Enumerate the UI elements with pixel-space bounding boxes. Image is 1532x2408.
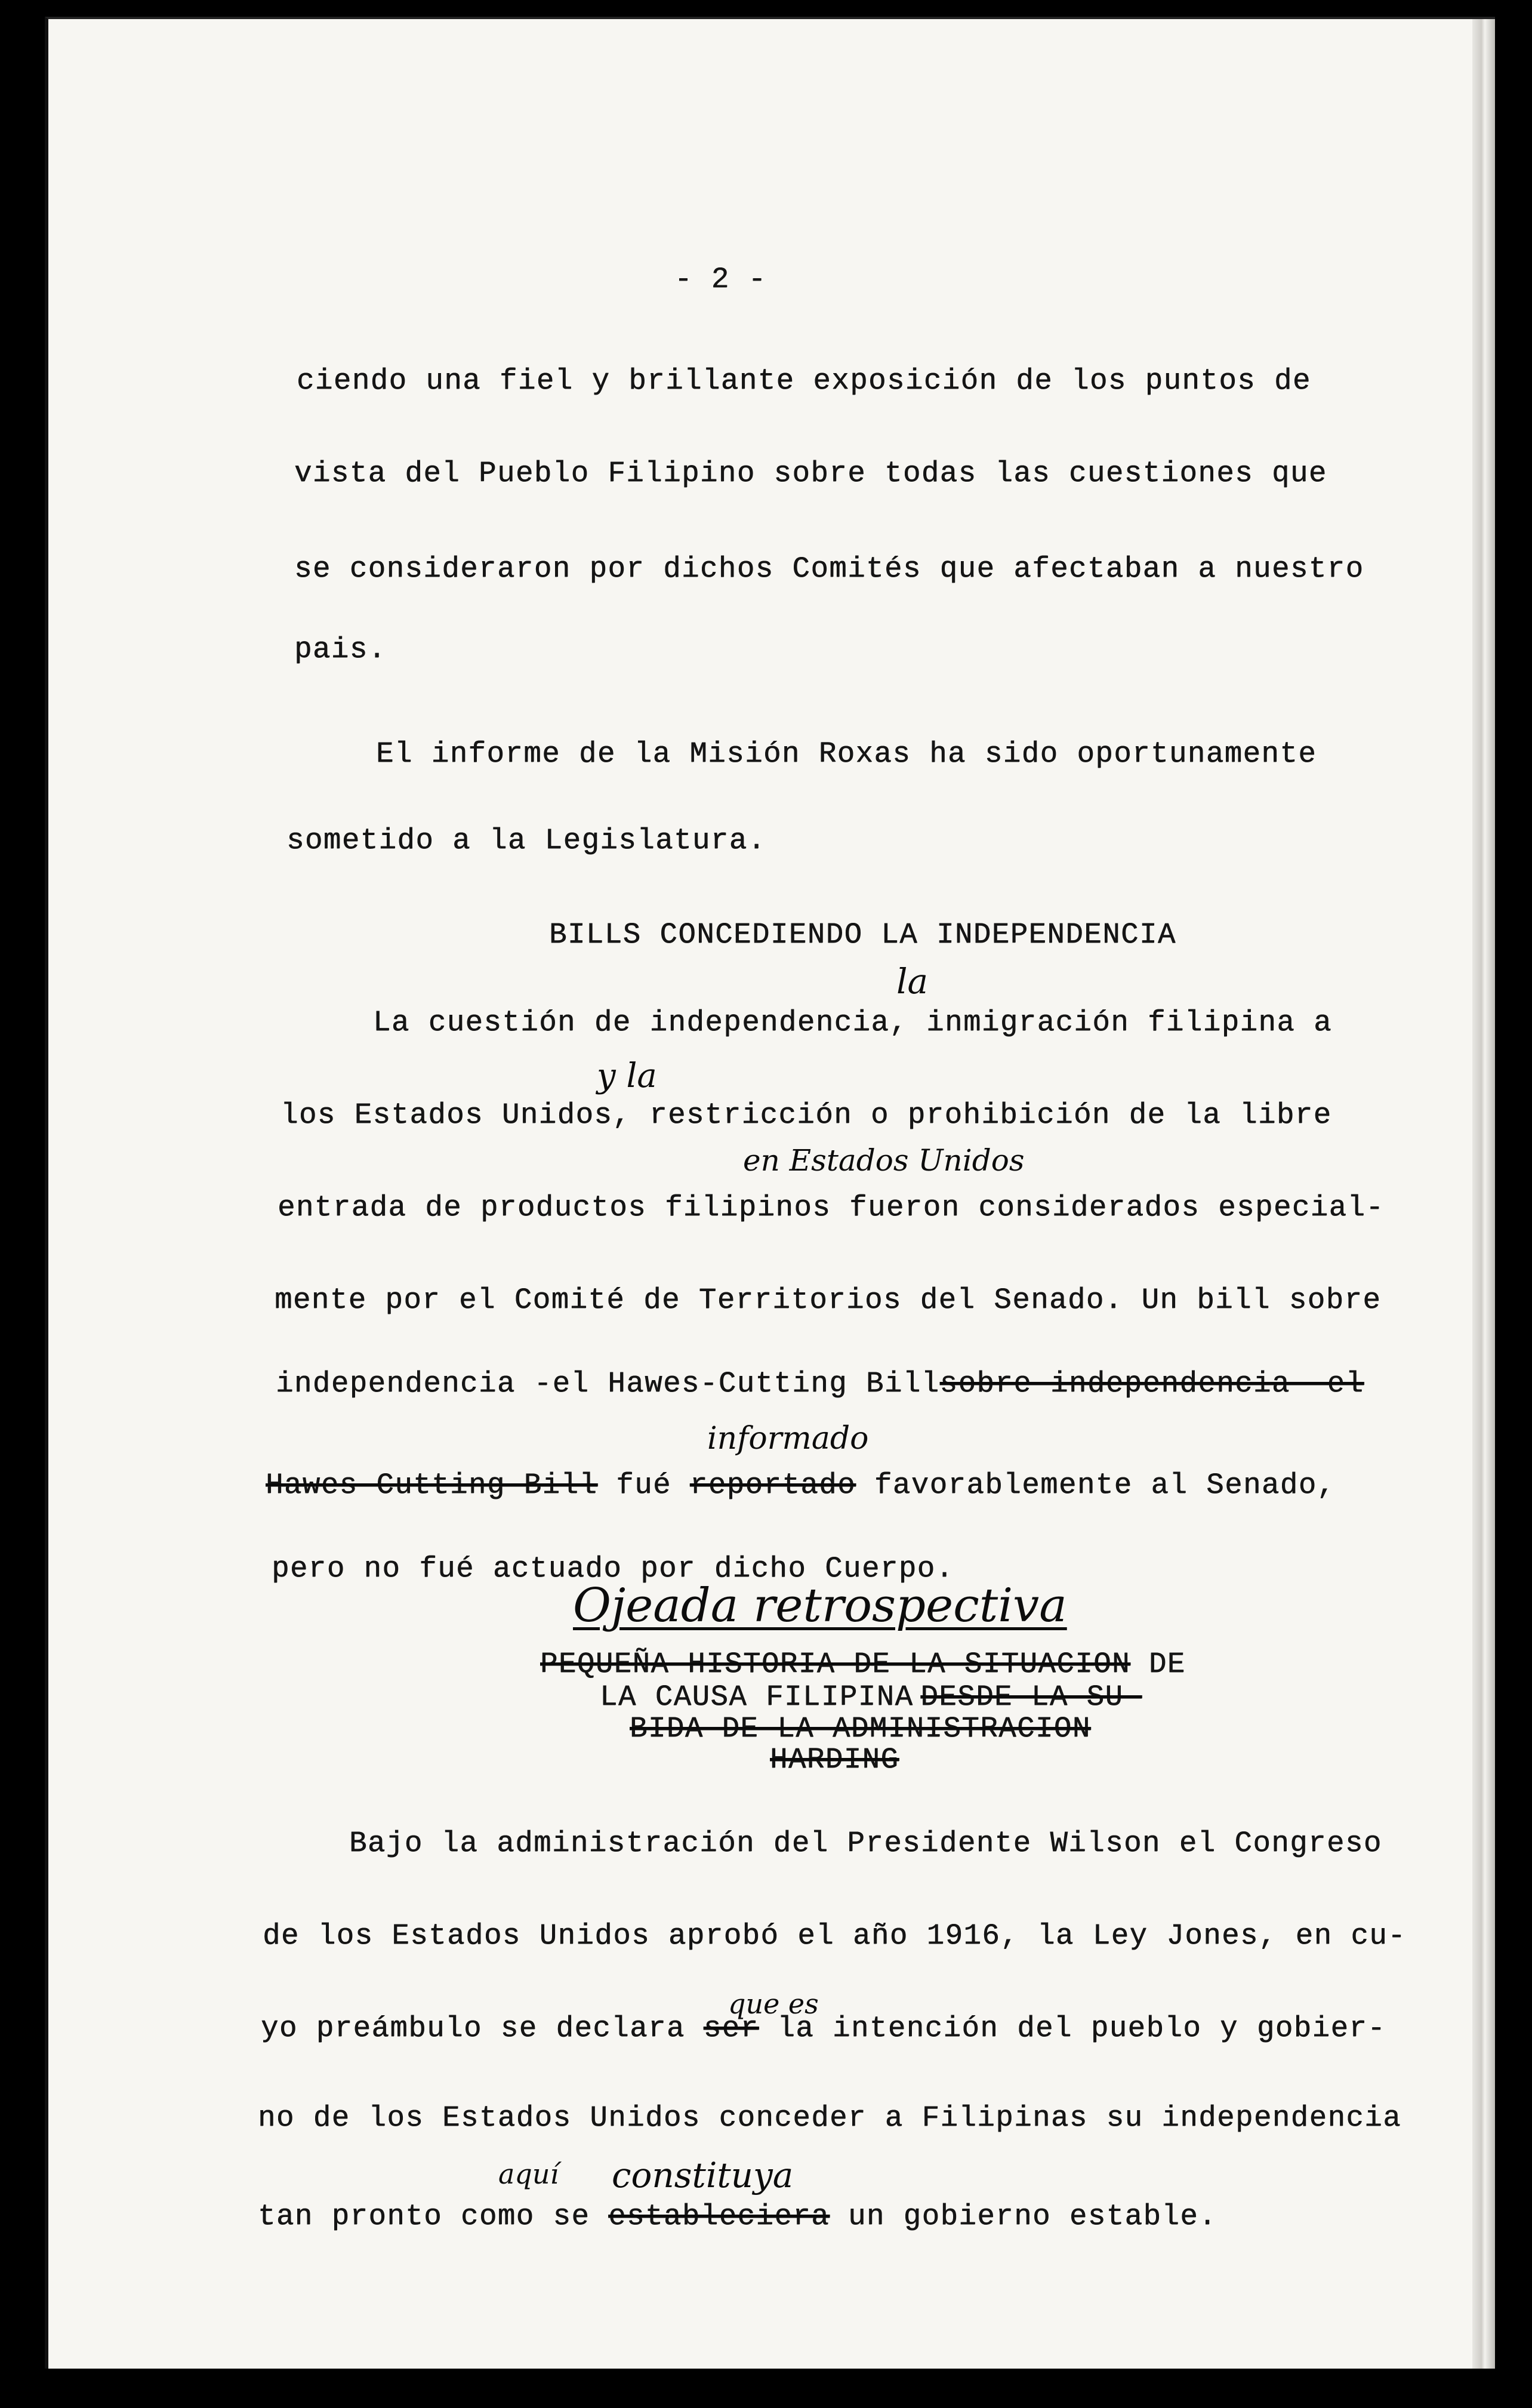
heading-2-line-3 xyxy=(630,1712,1091,1745)
handwritten-insert-informado: informado xyxy=(707,1421,869,1456)
struck-text: sobre independencia- el xyxy=(939,1367,1364,1400)
heading-2-line-2 xyxy=(600,1680,1142,1714)
paragraph-4-line-1: Bajo la administración del Presidente Wilson el Congreso xyxy=(349,1827,1382,1860)
paragraph-3-line-2: los Estados Unidos, restricción o prohibición de la libre xyxy=(280,1098,1332,1132)
page-edge xyxy=(1472,19,1495,2369)
kept-text: un gobierno estable. xyxy=(830,2200,1217,2233)
section-heading-bills: BILLS CONCEDIENDO LA INDEPENDENCIA xyxy=(549,918,1176,952)
handwritten-heading-ojeada-retrospectiva: Ojeada retrospectiva xyxy=(573,1579,1067,1633)
struck-text: ser xyxy=(703,2012,759,2045)
struck-text: DESDE LA SU- xyxy=(920,1680,1142,1714)
kept-text: tan pronto como se xyxy=(258,2200,609,2233)
handwritten-insert-constituya: constituya xyxy=(612,2155,794,2195)
heading-2-line-4 xyxy=(770,1743,899,1776)
paragraph-4-line-3 xyxy=(261,2012,1386,2045)
handwritten-insert-aqui: aquí xyxy=(498,2158,559,2190)
paragraph-1-line-2: vista del Pueblo Filipino sobre todas las cuestiones que xyxy=(294,457,1327,490)
handwritten-insert-la: la xyxy=(896,961,929,1002)
handwritten-insert-que-es: que es xyxy=(728,1988,819,2020)
paragraph-3-line-4: mente por el Comité de Territorios del Senado. Un bill sobre xyxy=(275,1283,1382,1317)
page-number: - 2 - xyxy=(674,263,767,296)
handwritten-insert-y-la: y la xyxy=(597,1057,657,1095)
handwritten-insert-en-estados-unidos: en Estados Unidos xyxy=(743,1143,1025,1178)
paragraph-1-line-3: se consideraron por dichos Comités que afectaban a nuestro xyxy=(294,552,1364,586)
struck-text: BIDA DE LA ADMINISTRACION xyxy=(630,1712,1091,1745)
heading-2-line-1 xyxy=(540,1648,1186,1681)
paragraph-3-line-7: pero no fué actuado por dicho Cuerpo. xyxy=(272,1552,954,1585)
kept-text: la intención del pueblo y gobier- xyxy=(759,2012,1386,2045)
paragraph-1-line-1: ciendo una fiel y brillante exposición de los puntos de xyxy=(297,364,1311,398)
struck-text: estableciera xyxy=(608,2200,830,2233)
paragraph-3-line-3: entrada de productos filipinos fueron considerados especial- xyxy=(278,1191,1385,1224)
kept-text: yo preámbulo se declara xyxy=(261,2012,685,2045)
struck-text: PEQUEÑA HISTORIA DE LA SITUACION xyxy=(540,1648,1130,1681)
kept-text: independencia -el Hawes-Cutting Bill xyxy=(276,1367,940,1400)
kept-text: DE xyxy=(1130,1648,1186,1681)
paragraph-3-line-1: La cuestión de independencia, inmigración filipina a xyxy=(373,1006,1333,1039)
paragraph-3-line-6 xyxy=(266,1468,1336,1502)
kept-text: LA CAUSA FILIPINA xyxy=(600,1680,914,1714)
struck-text: reportado xyxy=(689,1468,856,1502)
struck-text: HARDING xyxy=(770,1743,899,1776)
paragraph-4-line-2: de los Estados Unidos aprobó el año 1916, la Ley Jones, en cu- xyxy=(263,1919,1407,1953)
paragraph-1-line-4: pais. xyxy=(294,633,387,666)
kept-text: favorablemente al Senado, xyxy=(855,1468,1336,1502)
paragraph-2-line-2: sometido a la Legislatura. xyxy=(286,824,766,857)
paragraph-3-line-5 xyxy=(276,1367,1364,1400)
kept-text: fué xyxy=(597,1468,690,1502)
paragraph-4-line-4: no de los Estados Unidos conceder a Filipinas su independencia xyxy=(258,2101,1402,2135)
paragraph-2-line-1: El informe de la Misión Roxas ha sido oportunamente xyxy=(376,737,1317,771)
paragraph-4-line-5 xyxy=(258,2200,1217,2233)
struck-text: Hawes-Cutting Bill xyxy=(266,1468,598,1502)
